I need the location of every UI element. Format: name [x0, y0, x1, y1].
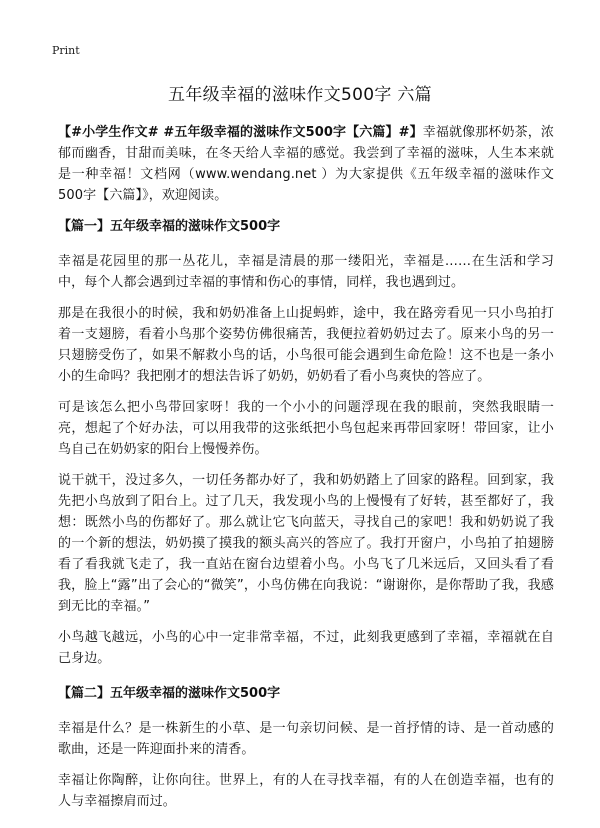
document-body: [58, 122, 554, 812]
section-heading: 【篇一】五年级幸福的滋味作文500字: [58, 219, 281, 234]
section-heading: 【篇二】五年级幸福的滋味作文500字: [58, 686, 281, 701]
print-label: Print: [52, 44, 80, 57]
section-paragraph: 小鸟越飞越远，小鸟的心中一定非常幸福，不过，此刻我更感到了幸福，幸福就在自己身边。: [58, 630, 554, 666]
section-paragraph: 那是在我很小的时候，我和奶奶准备上山捉蚂蚱，途中，我在路旁看见一只小鸟拍打着一支翅膀，看着小鸟那个姿势仿佛很痛苦，我便拉着奶奶过去了。原来小鸟的另一只翅膀受伤了，如果不解救小鸟的话，小鸟很可能会遇到生命危险！这不也是一条小小的生命吗？我把刚才的想法告诉了奶奶，奶奶看了看小鸟爽快的答应了。: [58, 306, 554, 384]
intro-tag: 【#小学生作文# #五年级幸福的滋味作文500字【六篇】#】: [58, 125, 423, 140]
intro-paragraph: [58, 122, 554, 206]
section-paragraph: 说干就干，没过多久，一切任务都办好了，我和奶奶踏上了回家的路程。回到家，我先把小鸟放到了阳台上。过了几天，我发现小鸟的上慢慢有了好转，甚至都好了，我想：既然小鸟的伤都好了。那么就让它飞向蓝天，寻找自己的家吧！我和奶奶说了我的一个新的想法，奶奶摸了摸我的额头高兴的答应了。我打开窗户，小鸟拍了拍翅膀看了看我就飞走了，我一直站在窗台边望着小鸟。小鸟飞了几米远后，又回头看了看我，脸上“露”出了会心的“微笑”，小鸟仿佛在向我说：“谢谢你，是你帮助了我，我感到无比的幸福。”: [58, 473, 554, 614]
section-paragraph: 幸福是什么？是一株新生的小草、是一句亲切问候、是一首抒情的诗、是一首动感的歌曲，还是一阵迎面扑来的清香。: [58, 721, 554, 757]
section-paragraph: 可是该怎么把小鸟带回家呀！我的一个小小的问题浮现在我的眼前，突然我眼睛一亮，想起了个好办法，可以用我带的这张纸把小鸟包起来再带回家呀！带回家，让小鸟自己在奶奶家的阳台上慢慢养伤。: [58, 400, 554, 457]
intro-text: 幸福就像那杯奶茶，浓郁而幽香，甘甜而美味，在冬天给人幸福的感觉。我尝到了幸福的滋味，人生本来就是一种幸福！文档网（www.wendang.net ）为大家提供《五年级幸福的滋味作文500字【六篇】》，欢迎阅读。: [58, 125, 554, 203]
document-title: 五年级幸福的滋味作文500字 六篇: [168, 85, 432, 105]
section-paragraph: 幸福是花园里的那一丛花儿，幸福是清晨的那一缕阳光，幸福是……在生活和学习中，每个人都会遇到过幸福的事情和伤心的事情，同样，我也遇到过。: [58, 254, 554, 290]
section-paragraph: 幸福让你陶醉，让你向往。世界上，有的人在寻找幸福，有的人在创造幸福，也有的人与幸福擦肩而过。: [58, 773, 554, 809]
